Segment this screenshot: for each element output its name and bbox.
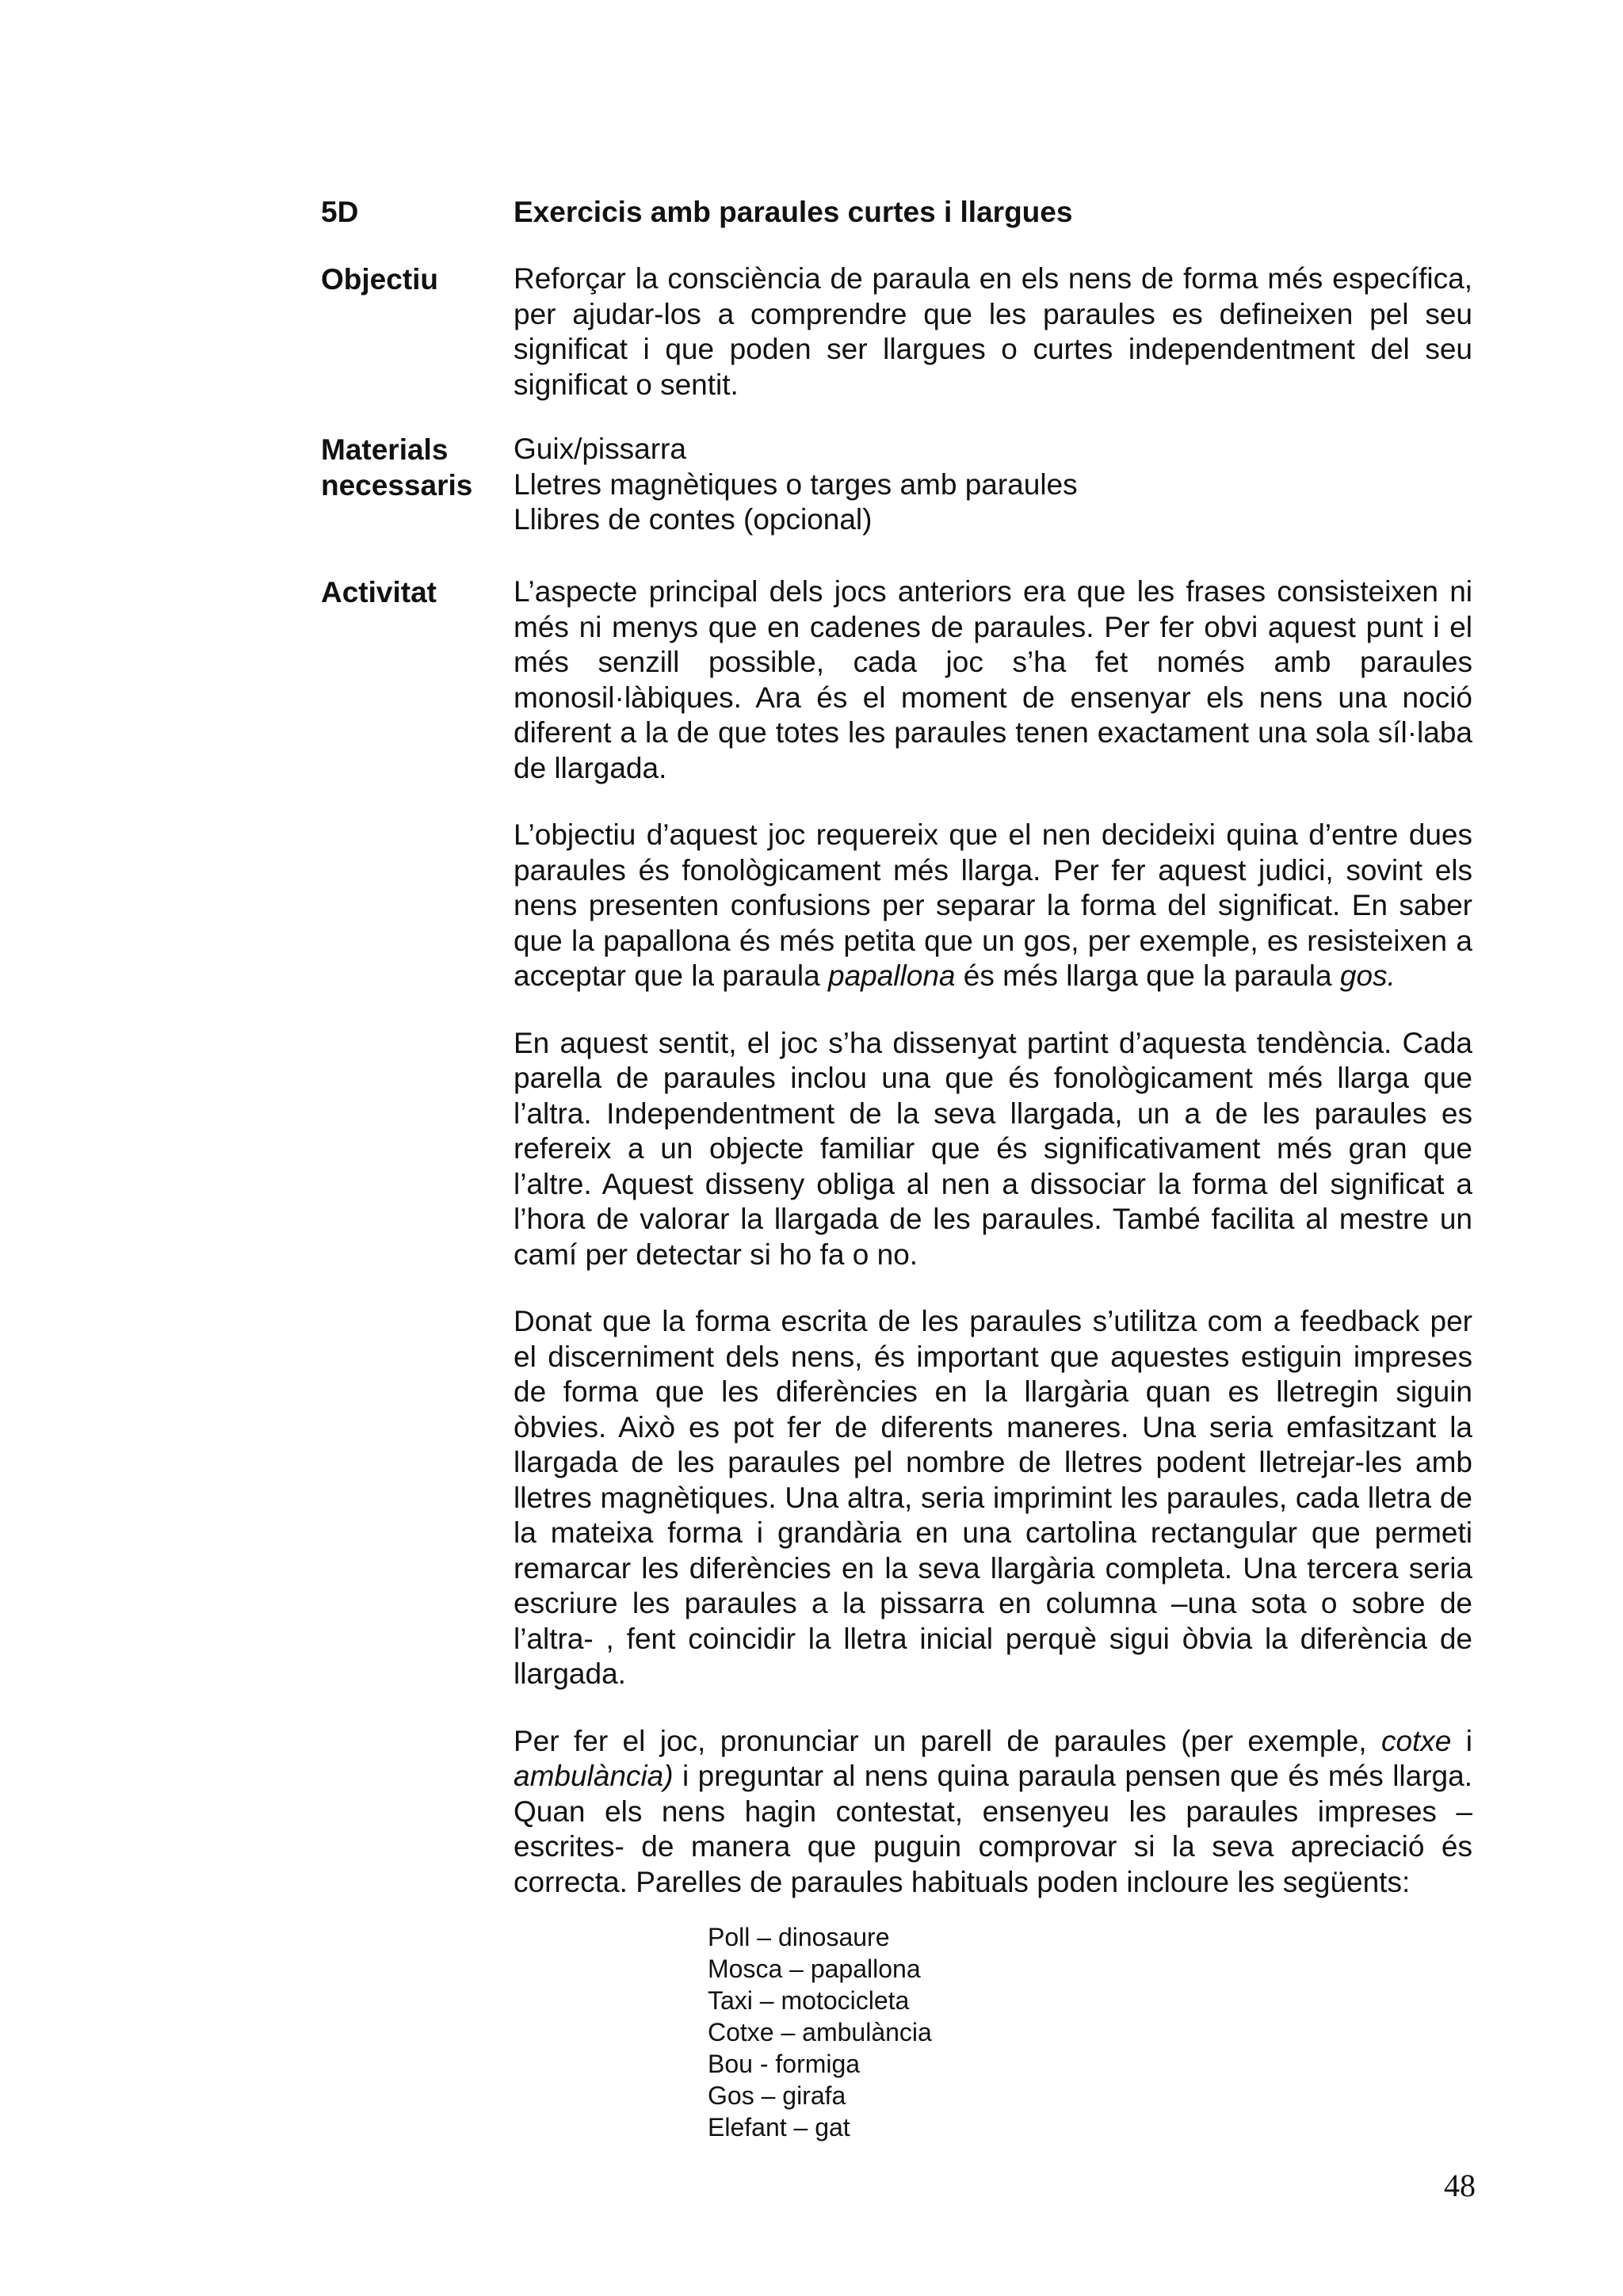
objectiu-text: Reforçar la consciència de paraula en els nens de forma més específica, per ajudar-los a comprendre que les paraules es defineixen pel seu significat i que poden ser llargues o curtes independentment del seu significat o sentit. <box>514 262 1472 401</box>
activitat-paragraph-2 <box>514 818 1472 994</box>
activitat-paragraph-5 <box>514 1724 1472 1901</box>
text-run: i <box>1451 1724 1473 1757</box>
activitat-paragraph-3: En aquest sentit, el joc s’ha dissenyat partint d’aquesta tendència. Cada parella de paraules inclou una que és fonològicament més llarga que l’altra. Independentment de la seva llargada, un a de les paraules es refereix a un objecte familiar que és significativament més gran que l’altre. Aquest disseny obliga al nen a dissociar la forma del significat a l’hora de valorar la llargada de les paraules. També facilita al mestre un camí per detectar si ho fa o no. <box>514 1026 1472 1271</box>
list-item: Bou - formiga <box>708 2050 861 2078</box>
materials-item: Lletres magnètiques o targes amb paraules <box>514 467 1078 501</box>
list-item: Mosca – papallona <box>708 1955 921 1983</box>
objectiu-label: Objectiu <box>321 263 439 296</box>
materials-label <box>321 432 472 503</box>
emphasis-word: papallona <box>828 959 956 992</box>
materials-list <box>514 432 1472 538</box>
list-item: Poll – dinosaure <box>708 1923 890 1951</box>
list-item: Gos – girafa <box>708 2081 846 2110</box>
list-item: Taxi – motocicleta <box>708 1986 910 2015</box>
objectiu-text-block <box>514 261 1472 434</box>
materials-item: Guix/pissarra <box>514 433 686 465</box>
activitat-body <box>514 574 1472 1932</box>
materials-label-line1: Materials <box>321 433 449 466</box>
list-item: Elefant – gat <box>708 2113 850 2142</box>
text-run: Per fer el joc, pronunciar un parell de paraules (per exemple, <box>514 1724 1381 1757</box>
materials-item: Llibres de contes (opcional) <box>514 503 873 536</box>
materials-label-line2: necessaris <box>321 469 473 502</box>
section-title: Exercicis amb paraules curtes i llargues <box>514 196 1073 228</box>
text-run: L’objectiu d’aquest joc requereix que el nen decideixi quina d’entre dues paraules és fonològicament més llarga. Per fer aquest judici, sovint els nens presenten confusions per separar la forma del significat. En saber que la papallona és més petita que un gos, per exemple, es resisteixen a acceptar que la paraula <box>514 818 1472 992</box>
emphasis-word: cotxe <box>1381 1724 1452 1757</box>
text-run: és més llarga que la paraula <box>955 959 1340 992</box>
text-run: i preguntar al nens quina paraula pensen que és més llarga. Quan els nens hagin contestat, ensenyeu les paraules impreses –escrites- de manera que puguin comprovar si la seva apreciació és correcta. Parelles de paraules habituals poden incloure les següents: <box>514 1760 1472 1898</box>
list-item: Cotxe – ambulància <box>708 2018 932 2046</box>
page-number: 48 <box>1444 2168 1476 2203</box>
emphasis-word: ambulància) <box>514 1760 674 1792</box>
activitat-paragraph-1: L’aspecte principal dels jocs anteriors era que les frases consisteixen ni més ni menys que en cadenes de paraules. Per fer obvi aquest punt i el més senzill possible, cada joc s’ha fet només amb paraules monosil·làbiques. Ara és el moment de ensenyar els nens una noció diferent a la de que totes les paraules tenen exactament una sola síl·laba de llargada. <box>514 575 1472 784</box>
section-code: 5D <box>321 196 359 228</box>
word-pairs-list <box>708 1921 932 2143</box>
activitat-paragraph-4: Donat que la forma escrita de les paraules s’utilitza com a feedback per el discerniment dels nens, és important que aquestes estiguin impreses de forma que les diferències en la llargària quan es lletregin siguin òbvies. Això es pot fer de diferents maneres. Una seria emfasitzant la llargada de les paraules pel nombre de lletres podent lletrejar-les amb lletres magnètiques. Una altra, seria imprimint les paraules, cada lletra de la mateixa forma i grandària en una cartolina rectangular que permeti remarcar les diferències en la seva llargària completa. Una tercera seria escriure les paraules a la pissarra en columna –una sota o sobre de l’altra- , fent coincidir la lletra inicial perquè sigui òbvia la diferència de llargada. <box>514 1305 1472 1690</box>
emphasis-word: gos. <box>1339 959 1396 992</box>
activitat-label: Activitat <box>321 576 437 608</box>
